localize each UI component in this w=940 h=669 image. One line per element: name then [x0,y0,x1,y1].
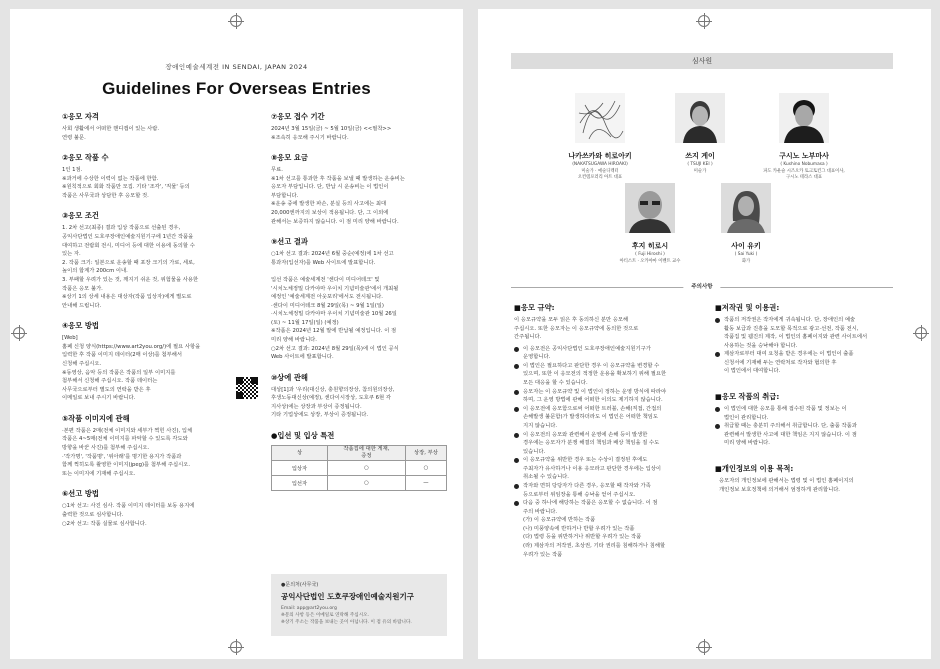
table-header-cell: 상장, 부상 [405,446,446,461]
section-handling [715,392,895,448]
section-body: 1. 2차 선고(최종) 결과 입상 작품으로 선출된 경우, 공익사단법인 도호쿠장애인예술지원기구에 1년간 작품을 대여하고 전람회 전시, 미디어 등에 대한 이용에 동의할 수 있는 자. 2. 작품 크기: 일본으로 운송할 때 포장 크기의 가로, 세로, 높이의 합계가 200cm 이내. 3. 부패할 우려가 있는 것, 깨지기 쉬운 것, 위험물을 사용한 작품은 응모 불가. ※상기 1의 상세 내용은 대상자(작품 입상자)에게 별도로 안내해 드립니다. [62,225,199,309]
judge-card [696,183,796,265]
table-header-cell: 상 [272,446,328,461]
notice-label: 주의사항 [683,281,720,293]
section-body: 응모자의 개인정보에 관해서는 법령 및 이 법인 홈페이지의 개인정보 보호정책에 의거해서 엄정하게 관리합니다. [719,477,854,493]
contact-box [271,574,447,636]
judge-role: 미술가 [693,169,707,174]
section-heading: ⑥선고 방법 [62,489,99,499]
section-privacy [715,464,895,494]
section-bullet: 작품의 저작권은 작자에게 귀속됩니다. 단, 장애인의 예술 활동 보급과 진흥을 도모할 목적으로 광고·선전, 작품 전시, 작품집 및 웹진의 제작, 이 법인의 홈페이지와 관련 사이트에서 사용하는 것을 승낙해야 합니다. [715,316,895,350]
section-eligibility [62,112,258,142]
section-application-period [271,112,453,142]
section-heading: ●입선 및 입상 특전 [271,431,335,441]
table-cell: ○ [328,476,406,491]
section-body: 대상[1]과 '우리(대신상, 충원향의장상, 참의원의장상, 후생노동대신상(예정), 센다이시장상, 도호쿠 6현 각 지사상)에는 상장과 부상이 증정됩니다. 기타 기업상에도 상장, 부상이 증정됩니다. [271,386,395,419]
section-bullet: 취급할 때는 충분히 주의해서 취급합니다. 단, 출품 작품과 관련해서 발생한 사고에 대한 책임은 지지 않습니다. 이 점 미리 양해 바랍니다. [715,422,895,448]
section-heading: ④응모 방법 [62,321,99,331]
qr-code-icon[interactable] [236,377,258,399]
table-row [272,461,447,476]
notice-divider [511,281,893,293]
left-column-2 [271,112,453,502]
judge-romaji: ( Sai Yuki ) [734,252,758,257]
judge-name: 후지 히로시 [631,242,669,250]
section-results [271,237,453,362]
section-heading: ⑦응모 접수 기간 [271,112,325,121]
section-heading: ■저작권 및 이용권: [715,303,780,312]
section-heading: ■개인정보의 이용 목적: [715,463,794,473]
section-body: ○1차 선고: 사진 심사. 작품 이미지 데이터를 보동 용지에 출력한 것으로 심사합니다. ○2차 선고: 작품 실물로 심사합니다. [62,503,195,527]
section-body: [Web] 홈페 신청 양식(https://www.art2you.org/)에 필요 사항을 입력한 후 작품 이미지 데이터(2매 이상)를 첨부해서 신청해 주십시오. ※동영상, 음악 등의 작품은 작품의 일부 이미지를 첨부해서 신청해 주십시오. 작품 데이터는 사무국으로부터 별도의 연락을 받은 후 이메일로 보내 주시기 바랍니다. [62,335,201,402]
table-row [272,476,447,491]
section-body: ·본편 작품은 2매(전체 이미지와 세부가 찍힌 사진), 입체 작품은 4~5매(전체 이미지를 파악할 수 있도록 각도와 방향을 바꾼 사진)를 첨부해 주십시오. ·'작가명', '작품명', '위아래'를 명기한 용지가 작품과 함께 찍히도록 촬영한 이미지(jpeg)를 첨부해 주십시오. 또는 이미지에 기재해 주십시오. [62,427,193,477]
judges-header: 심사원 [511,53,893,69]
judge-romaji: (NAKATSUGAWA HIROAKI) [572,162,628,167]
section-heading: ■응모 작품의 취급: [715,392,780,402]
table-header-cell: 작품집에 대한 게재, 증정 [328,446,406,461]
judge-card [550,93,650,181]
judge-photo [625,183,675,233]
terms-bullet: 작자와 면허 당당자가 다른 경우, 응모할 때 작자와 가족 등으로부터 위임장을 통해 승낙을 얻어 주십시오. [514,482,706,499]
right-page [478,9,931,659]
terms-bullet: 이 응모전에 응모함으로써 어떠한 트러블, 손해(직접, 간접의 손해발생 불문함)가 발생하더라도 이 법인은 어떠한 책임도 지지 않습니다. [514,405,706,431]
terms-intro: 이 응모규약을 모두 읽은 후 동의하신 분만 응모해 주십시오. 또한 응모자는 이 응모규약에 동의한 것으로 간주됩니다. [514,317,639,341]
section-bullet: 이 법인에 대한 응모를 통해 접수된 작품 및 정보는 이 법인이 관리합니다. [715,405,895,422]
section-body: 사회 생활에서 어떠한 핸디캡이 있는 사람. 연령 불문. [62,126,160,141]
terms-bullet: 이 응모규약을 위반한 경우 또는 수상이 결정된 후에도 주최자가 유사하거나 이용 응모라고 판단한 경우에는 입상이 취소될 수 있습니다. [514,456,706,482]
judge-name: 나카쓰카와 히로아키 [568,152,632,160]
registration-mark-bottom [698,641,710,653]
section-fee [271,153,453,226]
judge-name: 쓰지 게이 [685,152,715,160]
tagline: 장애인예술세계전 IN SENDAI, JAPAN 2024 [165,63,308,71]
section-application-method [62,321,258,403]
judge-role: 파도 카운슬 시즈오카 토크토킨그 대표이사, 구시노 테라스 대표 [763,169,845,181]
left-column-1 [62,112,258,539]
terms-bullet: 이 응모전은 공익사단법인 도호쿠장애인예술지원기구가 운영합니다. [514,345,706,362]
registration-mark-right [915,327,927,339]
table-cell: ○ [405,461,446,476]
section-selection-method [62,489,258,528]
terms-bullet: 다음 중 하나에 해당하는 작품은 응모할 수 없습니다. 이 점 주의 바랍니다. (가) 이 응모규약에 반하는 작품 (나) 미풍양속에 반하거나 반할 우려가 있는 작품 (다) 법령 등을 위반하거나 위반할 우려가 있는 작품 (라) 제삼자의 저작권, 초상권, 기타 권리를 침해하거나 침해할 우려가 있는 작품 [514,499,706,559]
benefits-table [271,445,447,491]
contact-note: ※문의 사항 등은 이메일로 연락해 주십시오. [281,613,370,619]
terms-bullet: 이 법인은 필요하다고 판단한 경우 이 응모규약을 변경할 수 있으며, 또한 이 응모전의 적정한 운용을 확보하기 위해 필요한 모든 대응을 할 수 있습니다. [514,362,706,388]
table-cell: — [405,476,446,491]
judge-role: 아티스트 · 오카야마 이벤트 교수 [619,259,681,264]
section-heading: ⑧응모 요금 [271,153,308,163]
registration-mark-left [13,327,25,339]
registration-mark-top [698,15,710,27]
judge-photo [779,93,829,143]
section-bullet: 제삼자로부터 대여 요청을 받은 경우에는 이 법인이 출품 신청서에 기재해 두는 연락처로 작자와 협의한 후 이 법인에서 대여합니다. [715,350,895,376]
judge-romaji: ( Kushino Nobumasa ) [780,162,828,167]
terms-heading: ■응모 규약: [514,303,555,312]
table-header-row [272,446,447,461]
judge-romaji: ( Fuji Hiroshi ) [635,252,665,257]
judge-photo [575,93,625,143]
section-image-rules [62,414,258,478]
section-heading: ③응모 조건 [62,211,99,221]
section-heading: ①응모 자격 [62,112,99,121]
terms-column [514,303,706,559]
table-cell: 입상자 [272,461,328,476]
page-title: Guidelines For Overseas Entries [102,79,371,98]
contact-label: ●문의처(사무국) [281,582,319,588]
contact-organization: 공익사단법인 도호쿠장애인예술지원기구 [281,592,415,601]
section-body: 무료. ※1차 선고를 통과한 후 작품을 보낼 때 발생하는 운송비는 응모자 부담입니다. 단, 반납 시 운송비는 이 법인이 부담합니다. ※운송 중에 발생한 파손, 분실 등의 사고에는 최대 20,000엔까지의 보상이 적용됩니다. 단, 그 이외에 관해서는 보증하지 않습니다. 이 점 미리 양해 바랍니다. [271,167,405,225]
judge-card [650,93,750,175]
judge-photo [675,93,725,143]
contact-email[interactable]: Email: app@art2you.org [281,606,337,611]
terms-bullet: 응모자는 이 응모규약 및 이 법인이 정하는 운영 방식에 따라야 하며, 그 운영 방법에 관해 어떠한 이의도 제기하지 않습니다. [514,388,706,405]
section-awards [271,373,453,420]
section-heading: ⑩상에 관해 [271,372,308,382]
judge-name: 구시노 노부마사 [779,152,829,160]
section-benefits-table [271,431,453,491]
judge-role: 미술가 · 예술디렉터 오컨템포러리 아트 대표 [577,169,623,181]
section-body: ○1차 선고 결과: 2024년 6월 중순(예정)에 1차 선고 통과자(입선자)를 Web 사이트에 발표합니다. 입선 작품은 예술세계전 '센다이 미디어테크' 및 '시치노체정밀 다카야마 우이치 기념미술관'에서 개최될 예정인 '예술세계전 아웃포리'에서도 전시됩니다. ·센다이 미디어테크 8월 29일(목) ~ 9월 1일(일) ·시치노체정밀 다카야마 우이치 기념미술관 10월 26일 (토) ~ 11월 17일(일) (예정) ※작품은 2024년 12월 말에 반납될 예정입니다. 이 점 미리 양해 바랍니다. ○2차 선고 결과: 2024년 8월 29일(목)에 이 법인 공식 Web 사이트에 발표합니다. [271,251,399,361]
registration-mark-top [230,15,242,27]
section-body: 1인 1점. ※과거에 수상한 이력이 없는 작품에 한함. ※원칙적으로 회화 작품만 모집. 기타 '조각', '직물' 등의 작품은 사무국과 상담한 후 응모할 것. [62,167,190,199]
table-cell: 입선자 [272,476,328,491]
judge-romaji: ( TSUJI KEI ) [687,162,713,167]
judge-card [744,93,864,181]
section-copyright [715,303,895,376]
contact-note: ※상기 주소는 작품을 보내는 곳이 아닙니다. 이 점 유의 바랍니다. [281,620,412,626]
registration-mark-bottom [230,641,242,653]
section-heading: ②응모 작품 수 [62,153,109,163]
terms-bullet: 이 응모전의 응모와 관련해서 운영에 손해 등이 발생한 경우에는 응모자가 분쟁 해결의 책임과 배상 책임을 질 수도 있습니다. [514,431,706,457]
table-cell: ○ [328,461,406,476]
section-entry-count [62,153,258,200]
judge-photo [721,183,771,233]
section-conditions [62,211,258,310]
section-heading: ⑨선고 결과 [271,237,308,247]
left-page [10,9,463,659]
judge-card [600,183,700,265]
section-body: 2024년 3월 15일(금) ~ 5월 10일(금) <<필착>> ※조속히 응모해 주시기 바랍니다. [271,126,392,141]
judge-role: 화가 [741,259,751,264]
rights-column [715,303,895,505]
section-heading: ⑤작품 이미지에 관해 [62,413,130,423]
judge-name: 사이 유키 [731,242,761,250]
